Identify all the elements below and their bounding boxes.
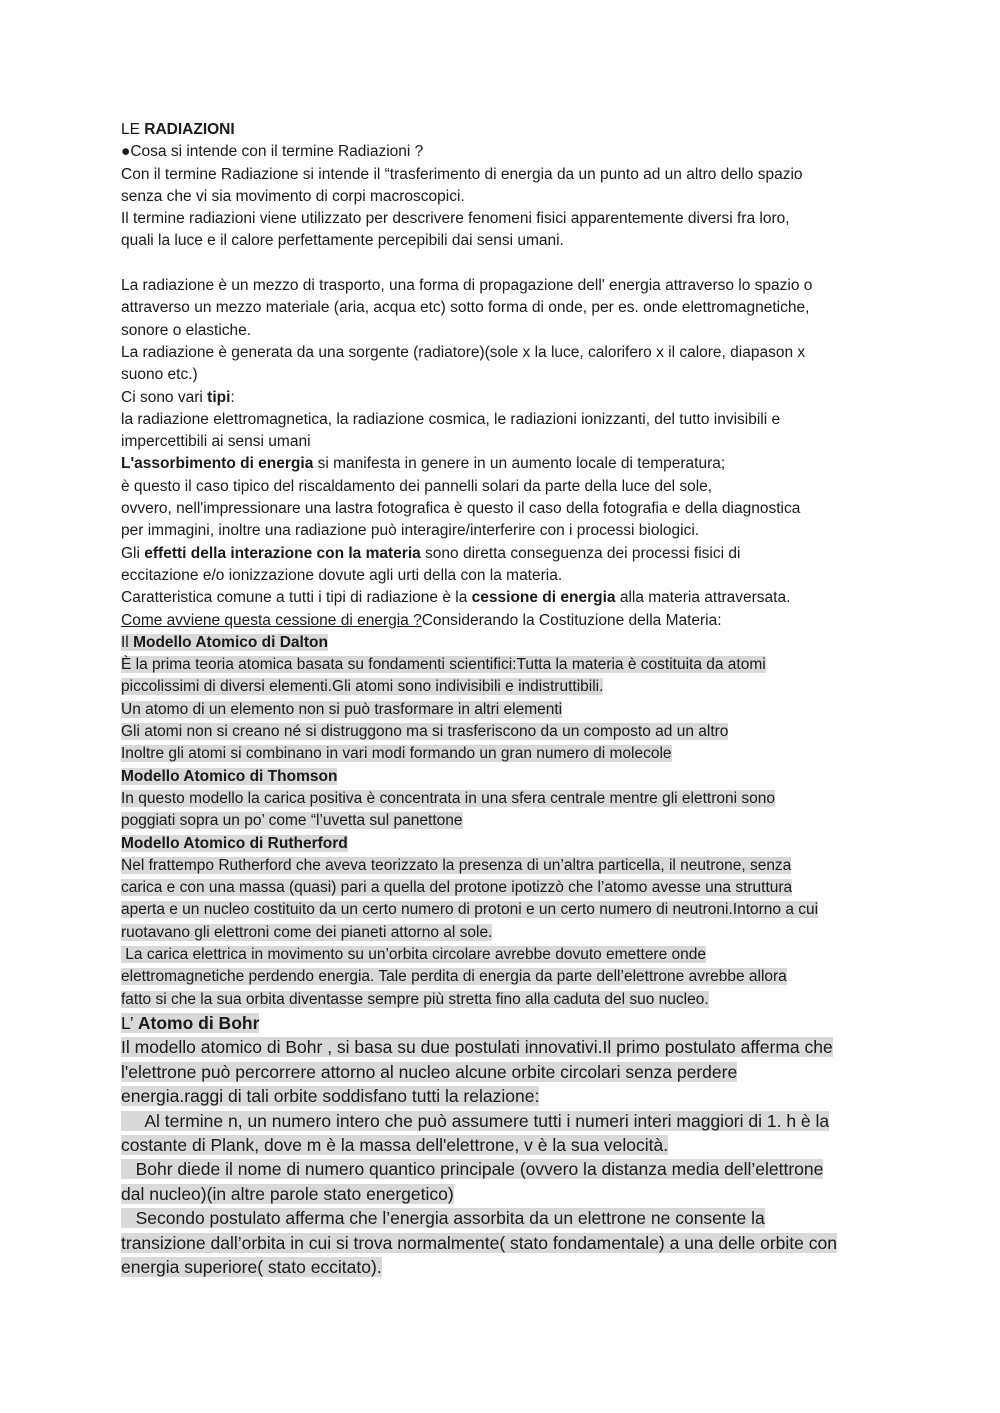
tipi-line: Ci sono vari tipi: [121, 388, 235, 406]
highlighted-line: Nel frattempo Rutherford che aveva teorizzato la presenza di un’altra particella, il neutrone, senza [121, 856, 792, 874]
highlighted-line: Il modello atomico di Bohr , si basa su due postulati innovativi.Il primo postulato afferma che [121, 1037, 833, 1058]
highlighted-line: transizione dall’orbita in cui si trova normalmente( stato fondamentale) a una delle orbite con [121, 1232, 837, 1253]
highlighted-line: Al termine n, un numero intero che può assumere tutti i numeri interi maggiori di 1. h è la [121, 1110, 830, 1131]
text-line: senza che vi sia movimento di corpi macroscopici. [121, 187, 465, 205]
text-line: impercettibili ai sensi umani [121, 433, 311, 451]
highlighted-line: elettromagnetiche perdendo energia. Tale perdita di energia da parte dell’elettrone avrebbe allora [121, 968, 787, 986]
document-body [121, 119, 891, 1279]
text-line: ovvero, nell'impressionare una lastra fotografica è questo il caso della fotografia e della diagnostica [121, 500, 801, 518]
highlighted-line: ruotavano gli elettroni come dei pianeti attorno al sole. [121, 923, 493, 941]
highlighted-line: Inoltre gli atomi si combinano in vari modi formando un gran numero di molecole [121, 745, 672, 763]
question-line: ●Cosa si intende con il termine Radiazioni ? [121, 143, 424, 161]
highlighted-line: poggiati sopra un po’ come “l’uvetta sul panettone [121, 812, 463, 830]
highlighted-line: La carica elettrica in movimento su un’orbita circolare avrebbe dovuto emettere onde [121, 945, 707, 963]
effetti-line: Gli effetti della interazione con la materia sono diretta conseguenza dei processi fisici di [121, 544, 741, 562]
highlighted-line: In questo modello la carica positiva è concentrata in una sfera centrale mentre gli elettroni sono [121, 789, 775, 807]
highlighted-line: aperta e un nucleo costituito da un certo numero di protoni e un certo numero di neutroni.Intorno a cui [121, 901, 819, 919]
highlighted-line: piccolissimi di diversi elementi.Gli atomi sono indivisibili e indistruttibili. [121, 678, 604, 696]
bohr-heading: L’ Atomo di Bohr [121, 1012, 260, 1033]
highlighted-line: fatto si che la sua orbita diventasse sempre più stretta fino alla caduta del suo nucleo. [121, 990, 709, 1008]
assorbimento-line: L'assorbimento di energia si manifesta in genere in un aumento locale di temperatura; [121, 455, 726, 473]
text-line: Con il termine Radiazione si intende il “trasferimento di energia da un punto ad un altro dello spazio [121, 165, 803, 183]
dalton-heading: Il Modello Atomico di Dalton [121, 633, 328, 651]
text-line: quali la luce e il calore perfettamente percepibili dai sensi umani. [121, 232, 564, 250]
document-title: LE RADIAZIONI [121, 121, 235, 138]
text-line: sonore o elastiche. [121, 321, 252, 339]
text-line: attraverso un mezzo materiale (aria, acqua etc) sotto forma di onde, per es. onde elettromagnetiche, [121, 299, 810, 317]
text-line: La radiazione è un mezzo di trasporto, una forma di propagazione dell' energia attraverso lo spazio o [121, 277, 813, 295]
highlighted-line: l'elettrone può percorrere attorno al nucleo alcune orbite circolari senza perdere [121, 1061, 738, 1082]
highlighted-line: dal nucleo)(in altre parole stato energetico) [121, 1183, 454, 1204]
blank-line [121, 253, 891, 275]
highlighted-line: Secondo postulato afferma che l’energia assorbita da un elettrone ne consente la [121, 1208, 765, 1229]
highlighted-line: energia superiore( stato eccitato). [121, 1256, 382, 1277]
highlighted-line: Un atomo di un elemento non si può trasformare in altri elementi [121, 700, 563, 718]
text-line: per immagini, inoltre una radiazione può interagire/interferire con i processi biologici. [121, 522, 700, 540]
highlighted-line: È la prima teoria atomica basata su fondamenti scientifici:Tutta la materia è costituita da atomi [121, 656, 766, 674]
highlighted-line: costante di Plank, dove m è la massa dell'elettrone, v è la sua velocità. [121, 1134, 669, 1155]
highlighted-line: Gli atomi non si creano né si distruggono ma si trasferiscono da un composto ad un altro [121, 723, 729, 741]
come-line: Come avviene questa cessione di energia ?Considerando la Costituzione della Materia: [121, 611, 722, 629]
highlighted-line: carica e con una massa (quasi) pari a quella del protone ipotizzò che l’atomo avesse una struttura [121, 879, 793, 897]
text-line: suono etc.) [121, 366, 198, 384]
text-line: la radiazione elettromagnetica, la radiazione cosmica, le radiazioni ionizzanti, del tutto invisibili e [121, 410, 781, 428]
text-line: è questo il caso tipico del riscaldamento dei pannelli solari da parte della luce del sole, [121, 477, 713, 495]
caratteristica-line: Caratteristica comune a tutti i tipi di radiazione è la cessione di energia alla materia attraversata. [121, 589, 791, 607]
highlighted-line: Bohr diede il nome di numero quantico principale (ovvero la distanza media dell’elettrone [121, 1159, 824, 1180]
text-line: Il termine radiazioni viene utilizzato per descrivere fenomeni fisici apparentemente diversi fra loro, [121, 210, 790, 228]
rutherford-heading: Modello Atomico di Rutherford [121, 834, 348, 852]
highlighted-line: energia.raggi di tali orbite soddisfano tutti la relazione: [121, 1086, 540, 1107]
thomson-heading: Modello Atomico di Thomson [121, 767, 338, 785]
text-line: La radiazione è generata da una sorgente (radiatore)(sole x la luce, calorifero x il calore, diapason x [121, 343, 806, 361]
text-line: eccitazione e/o ionizzazione dovute agli urti della con la materia. [121, 566, 563, 584]
